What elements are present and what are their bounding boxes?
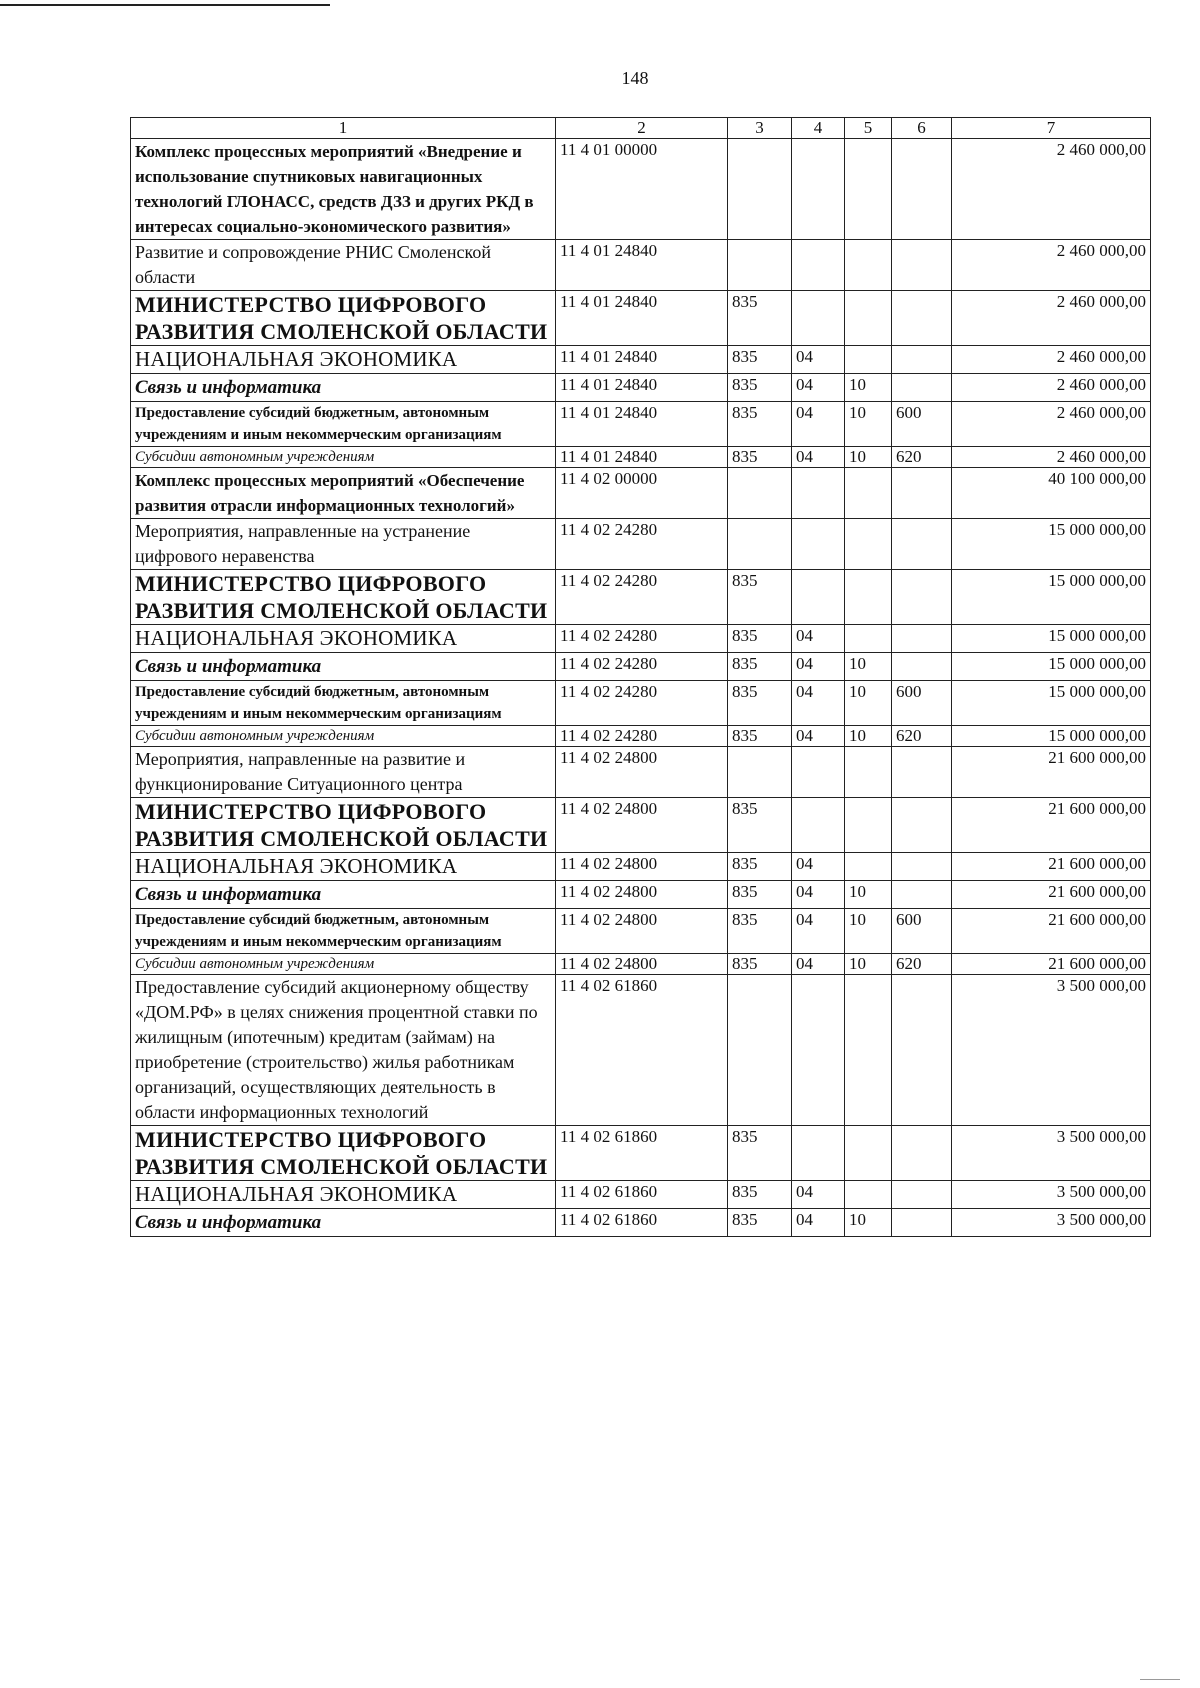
cell-amount: 2 460 000,00 xyxy=(952,374,1151,402)
cell-section xyxy=(792,570,845,625)
cell-target-code: 11 4 02 24800 xyxy=(556,954,728,975)
cell-section xyxy=(792,468,845,519)
cell-department xyxy=(728,747,792,798)
cell-target-code: 11 4 02 61860 xyxy=(556,1209,728,1237)
cell-subsection xyxy=(845,468,892,519)
cell-subsection xyxy=(845,625,892,653)
cell-department: 835 xyxy=(728,291,792,346)
table-row xyxy=(131,881,1151,909)
table-row xyxy=(131,747,1151,798)
cell-name: Субсидии автономным учреждениям xyxy=(131,954,556,975)
cell-subsection xyxy=(845,853,892,881)
cell-subsection xyxy=(845,139,892,240)
cell-expense-type xyxy=(892,139,952,240)
cell-subsection: 10 xyxy=(845,726,892,747)
table-row xyxy=(131,570,1151,625)
cell-name: Предоставление субсидий бюджетным, автономным учреждениям и иным некоммерческим организациям xyxy=(131,909,556,954)
cell-name: НАЦИОНАЛЬНАЯ ЭКОНОМИКА xyxy=(131,1181,556,1209)
cell-expense-type xyxy=(892,1209,952,1237)
cell-amount: 2 460 000,00 xyxy=(952,139,1151,240)
cell-subsection xyxy=(845,975,892,1126)
cell-subsection: 10 xyxy=(845,954,892,975)
cell-target-code: 11 4 01 24840 xyxy=(556,402,728,447)
cell-expense-type xyxy=(892,468,952,519)
cell-amount: 2 460 000,00 xyxy=(952,291,1151,346)
cell-amount: 3 500 000,00 xyxy=(952,975,1151,1126)
cell-expense-type xyxy=(892,374,952,402)
cell-target-code: 11 4 01 24840 xyxy=(556,291,728,346)
cell-subsection: 10 xyxy=(845,653,892,681)
cell-amount: 2 460 000,00 xyxy=(952,240,1151,291)
cell-subsection: 10 xyxy=(845,374,892,402)
cell-name: Комплекс процессных мероприятий «Обеспечение развития отрасли информационных технологий» xyxy=(131,468,556,519)
table-row xyxy=(131,291,1151,346)
cell-target-code: 11 4 02 24280 xyxy=(556,570,728,625)
cell-target-code: 11 4 02 24280 xyxy=(556,653,728,681)
cell-section: 04 xyxy=(792,374,845,402)
cell-section: 04 xyxy=(792,1209,845,1237)
cell-expense-type: 620 xyxy=(892,726,952,747)
cell-amount: 40 100 000,00 xyxy=(952,468,1151,519)
table-row xyxy=(131,1181,1151,1209)
table-row xyxy=(131,909,1151,954)
table-row xyxy=(131,402,1151,447)
header-cell: 1 xyxy=(131,118,556,139)
cell-subsection xyxy=(845,240,892,291)
cell-expense-type xyxy=(892,625,952,653)
cell-target-code: 11 4 02 61860 xyxy=(556,1126,728,1181)
cell-name: Развитие и сопровождение РНИС Смоленской области xyxy=(131,240,556,291)
cell-target-code: 11 4 01 24840 xyxy=(556,240,728,291)
cell-expense-type: 600 xyxy=(892,909,952,954)
cell-subsection xyxy=(845,570,892,625)
scan-mark xyxy=(1140,1679,1180,1680)
cell-section: 04 xyxy=(792,681,845,726)
cell-target-code: 11 4 02 24800 xyxy=(556,881,728,909)
cell-target-code: 11 4 02 24280 xyxy=(556,519,728,570)
cell-expense-type xyxy=(892,291,952,346)
cell-department: 835 xyxy=(728,402,792,447)
table-row xyxy=(131,975,1151,1126)
cell-target-code: 11 4 01 24840 xyxy=(556,346,728,374)
cell-expense-type: 620 xyxy=(892,447,952,468)
cell-amount: 15 000 000,00 xyxy=(952,625,1151,653)
table-row xyxy=(131,681,1151,726)
cell-name: НАЦИОНАЛЬНАЯ ЭКОНОМИКА xyxy=(131,853,556,881)
cell-target-code: 11 4 02 24800 xyxy=(556,909,728,954)
top-rule xyxy=(0,4,330,6)
cell-expense-type xyxy=(892,570,952,625)
cell-amount: 2 460 000,00 xyxy=(952,346,1151,374)
cell-section xyxy=(792,519,845,570)
table-row xyxy=(131,954,1151,975)
header-cell: 3 xyxy=(728,118,792,139)
cell-name: Предоставление субсидий бюджетным, автономным учреждениям и иным некоммерческим организациям xyxy=(131,681,556,726)
cell-department: 835 xyxy=(728,853,792,881)
cell-name: МИНИСТЕРСТВО ЦИФРОВОГО РАЗВИТИЯ СМОЛЕНСКОЙ ОБЛАСТИ xyxy=(131,291,556,346)
table-row xyxy=(131,519,1151,570)
header-cell: 7 xyxy=(952,118,1151,139)
cell-section xyxy=(792,1126,845,1181)
cell-name: Мероприятия, направленные на устранение цифрового неравенства xyxy=(131,519,556,570)
cell-subsection xyxy=(845,291,892,346)
table-row xyxy=(131,468,1151,519)
cell-target-code: 11 4 02 00000 xyxy=(556,468,728,519)
cell-amount: 21 600 000,00 xyxy=(952,909,1151,954)
cell-expense-type xyxy=(892,346,952,374)
table-row xyxy=(131,346,1151,374)
cell-name: Предоставление субсидий акционерному обществу «ДОМ.РФ» в целях снижения процентной ставки по жилищным (ипотечным) кредитам (займам) на приобретение (строительство) жилья работникам организаций, осуществляющих деятельность в области информационных технологий xyxy=(131,975,556,1126)
table-row xyxy=(131,240,1151,291)
cell-section: 04 xyxy=(792,881,845,909)
cell-target-code: 11 4 02 24280 xyxy=(556,625,728,653)
cell-amount: 15 000 000,00 xyxy=(952,519,1151,570)
cell-amount: 15 000 000,00 xyxy=(952,570,1151,625)
header-cell: 6 xyxy=(892,118,952,139)
cell-amount: 21 600 000,00 xyxy=(952,798,1151,853)
cell-subsection: 10 xyxy=(845,447,892,468)
cell-target-code: 11 4 02 24800 xyxy=(556,747,728,798)
cell-name: Связь и информатика xyxy=(131,881,556,909)
cell-department xyxy=(728,139,792,240)
page-number: 148 xyxy=(621,68,649,88)
cell-department: 835 xyxy=(728,954,792,975)
cell-target-code: 11 4 02 24280 xyxy=(556,726,728,747)
cell-section: 04 xyxy=(792,346,845,374)
cell-department: 835 xyxy=(728,374,792,402)
cell-section xyxy=(792,139,845,240)
cell-name: Связь и информатика xyxy=(131,1209,556,1237)
cell-expense-type xyxy=(892,798,952,853)
table-row xyxy=(131,139,1151,240)
cell-department: 835 xyxy=(728,681,792,726)
cell-department: 835 xyxy=(728,447,792,468)
cell-subsection xyxy=(845,1181,892,1209)
cell-section: 04 xyxy=(792,653,845,681)
cell-department: 835 xyxy=(728,1181,792,1209)
cell-target-code: 11 4 02 24800 xyxy=(556,798,728,853)
cell-target-code: 11 4 01 24840 xyxy=(556,447,728,468)
cell-section: 04 xyxy=(792,1181,845,1209)
cell-amount: 21 600 000,00 xyxy=(952,881,1151,909)
table-row xyxy=(131,653,1151,681)
cell-expense-type: 600 xyxy=(892,402,952,447)
cell-subsection xyxy=(845,1126,892,1181)
table-row xyxy=(131,798,1151,853)
cell-amount: 21 600 000,00 xyxy=(952,747,1151,798)
cell-section: 04 xyxy=(792,447,845,468)
cell-subsection xyxy=(845,346,892,374)
cell-name: МИНИСТЕРСТВО ЦИФРОВОГО РАЗВИТИЯ СМОЛЕНСКОЙ ОБЛАСТИ xyxy=(131,570,556,625)
cell-expense-type: 620 xyxy=(892,954,952,975)
cell-department xyxy=(728,468,792,519)
budget-table xyxy=(130,117,1151,1237)
cell-amount: 3 500 000,00 xyxy=(952,1209,1151,1237)
table-row xyxy=(131,447,1151,468)
cell-subsection: 10 xyxy=(845,909,892,954)
cell-amount: 3 500 000,00 xyxy=(952,1126,1151,1181)
cell-amount: 3 500 000,00 xyxy=(952,1181,1151,1209)
cell-expense-type xyxy=(892,1126,952,1181)
cell-section xyxy=(792,975,845,1126)
cell-department: 835 xyxy=(728,346,792,374)
cell-name: Предоставление субсидий бюджетным, автономным учреждениям и иным некоммерческим организациям xyxy=(131,402,556,447)
cell-expense-type xyxy=(892,240,952,291)
cell-subsection xyxy=(845,519,892,570)
cell-department: 835 xyxy=(728,653,792,681)
cell-amount: 15 000 000,00 xyxy=(952,653,1151,681)
cell-section xyxy=(792,291,845,346)
cell-name: МИНИСТЕРСТВО ЦИФРОВОГО РАЗВИТИЯ СМОЛЕНСКОЙ ОБЛАСТИ xyxy=(131,1126,556,1181)
cell-name: Субсидии автономным учреждениям xyxy=(131,447,556,468)
cell-section: 04 xyxy=(792,954,845,975)
cell-name: Мероприятия, направленные на развитие и функционирование Ситуационного центра xyxy=(131,747,556,798)
table-row xyxy=(131,726,1151,747)
cell-amount: 15 000 000,00 xyxy=(952,726,1151,747)
cell-name: МИНИСТЕРСТВО ЦИФРОВОГО РАЗВИТИЯ СМОЛЕНСКОЙ ОБЛАСТИ xyxy=(131,798,556,853)
cell-section xyxy=(792,798,845,853)
cell-subsection xyxy=(845,747,892,798)
table-row xyxy=(131,1126,1151,1181)
cell-section: 04 xyxy=(792,909,845,954)
table-row xyxy=(131,374,1151,402)
cell-department: 835 xyxy=(728,570,792,625)
cell-expense-type xyxy=(892,519,952,570)
table-body xyxy=(131,118,1151,1237)
header-cell: 4 xyxy=(792,118,845,139)
cell-subsection: 10 xyxy=(845,881,892,909)
cell-amount: 21 600 000,00 xyxy=(952,853,1151,881)
table-row xyxy=(131,625,1151,653)
cell-section: 04 xyxy=(792,625,845,653)
cell-amount: 2 460 000,00 xyxy=(952,402,1151,447)
cell-name: НАЦИОНАЛЬНАЯ ЭКОНОМИКА xyxy=(131,625,556,653)
cell-department: 835 xyxy=(728,726,792,747)
cell-expense-type xyxy=(892,747,952,798)
cell-department: 835 xyxy=(728,1209,792,1237)
cell-amount: 21 600 000,00 xyxy=(952,954,1151,975)
table-row xyxy=(131,1209,1151,1237)
cell-expense-type xyxy=(892,653,952,681)
cell-section: 04 xyxy=(792,726,845,747)
cell-department xyxy=(728,240,792,291)
cell-section: 04 xyxy=(792,402,845,447)
cell-department: 835 xyxy=(728,881,792,909)
cell-department xyxy=(728,975,792,1126)
cell-amount: 2 460 000,00 xyxy=(952,447,1151,468)
cell-target-code: 11 4 02 61860 xyxy=(556,1181,728,1209)
cell-expense-type: 600 xyxy=(892,681,952,726)
table-row xyxy=(131,853,1151,881)
cell-target-code: 11 4 01 24840 xyxy=(556,374,728,402)
cell-subsection: 10 xyxy=(845,402,892,447)
cell-name: Комплекс процессных мероприятий «Внедрение и использование спутниковых навигационных технологий ГЛОНАСС, средств ДЗЗ и других РКД в интересах социально-экономического развития» xyxy=(131,139,556,240)
cell-expense-type xyxy=(892,1181,952,1209)
cell-target-code: 11 4 02 24800 xyxy=(556,853,728,881)
cell-subsection xyxy=(845,798,892,853)
cell-target-code: 11 4 02 24280 xyxy=(556,681,728,726)
cell-subsection: 10 xyxy=(845,681,892,726)
cell-department: 835 xyxy=(728,625,792,653)
cell-department: 835 xyxy=(728,909,792,954)
header-cell: 2 xyxy=(556,118,728,139)
cell-expense-type xyxy=(892,881,952,909)
cell-expense-type xyxy=(892,975,952,1126)
cell-department: 835 xyxy=(728,798,792,853)
cell-amount: 15 000 000,00 xyxy=(952,681,1151,726)
cell-section: 04 xyxy=(792,853,845,881)
cell-name: Связь и информатика xyxy=(131,653,556,681)
cell-expense-type xyxy=(892,853,952,881)
cell-target-code: 11 4 01 00000 xyxy=(556,139,728,240)
header-cell: 5 xyxy=(845,118,892,139)
cell-subsection: 10 xyxy=(845,1209,892,1237)
cell-name: Субсидии автономным учреждениям xyxy=(131,726,556,747)
cell-section xyxy=(792,240,845,291)
cell-section xyxy=(792,747,845,798)
cell-department xyxy=(728,519,792,570)
cell-name: Связь и информатика xyxy=(131,374,556,402)
cell-target-code: 11 4 02 61860 xyxy=(556,975,728,1126)
table-header-row xyxy=(131,118,1151,139)
cell-department: 835 xyxy=(728,1126,792,1181)
cell-name: НАЦИОНАЛЬНАЯ ЭКОНОМИКА xyxy=(131,346,556,374)
